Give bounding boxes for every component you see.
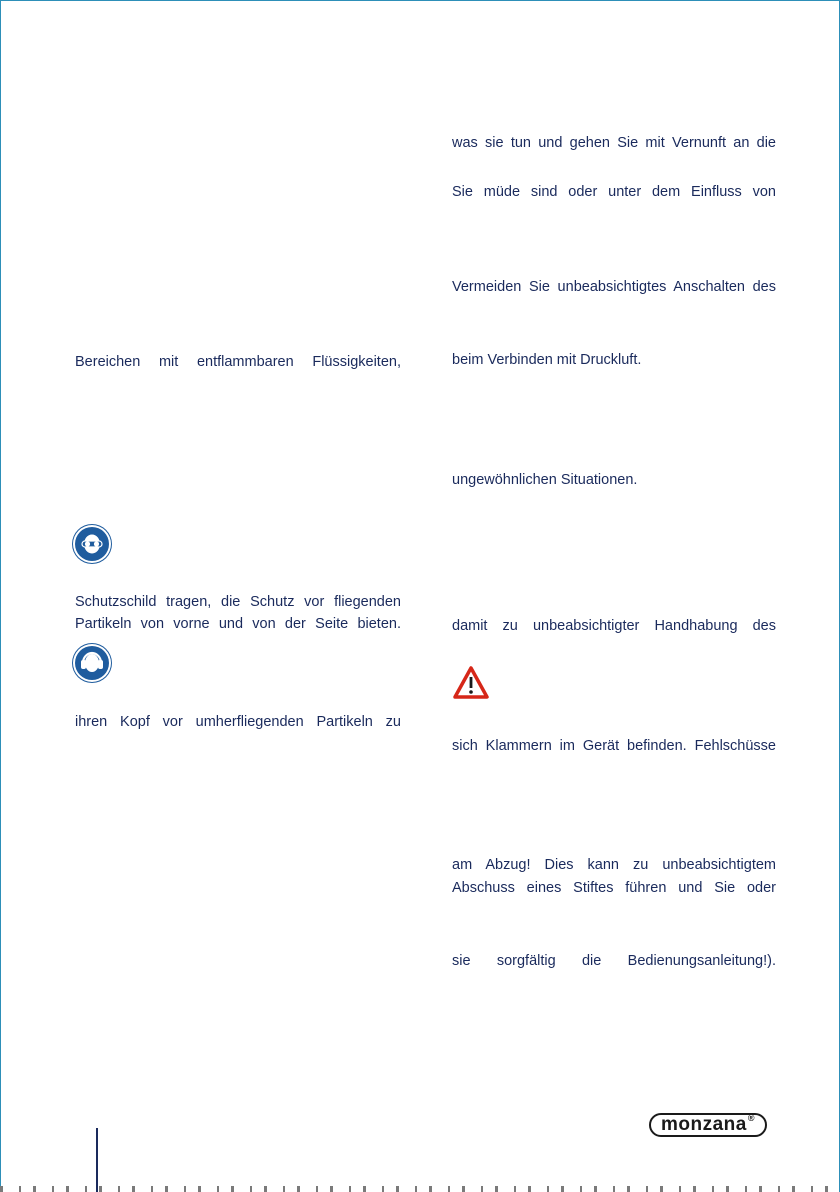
goggles-icon	[75, 527, 109, 561]
right-text-line: am Abzug! Dies kann zu unbeabsichtigtem	[452, 857, 776, 873]
right-text-line: was sie tun und gehen Sie mit Vernunft an die	[452, 135, 776, 151]
right-text-line: Abschuss eines Stiftes führen und Sie oder	[452, 880, 776, 896]
logo-text: monzana	[661, 1114, 747, 1135]
monzana-logo	[649, 1113, 767, 1137]
ear-protection-icon	[75, 646, 109, 680]
right-text-line: sich Klammern im Gerät befinden. Fehlschüsse	[452, 738, 776, 754]
warning-triangle-icon	[452, 665, 490, 701]
right-text-line: ungewöhnlichen Situationen.	[452, 472, 638, 488]
right-text-line: damit zu unbeabsichtigter Handhabung des	[452, 618, 776, 634]
right-text-line: Sie müde sind oder unter dem Einfluss von	[452, 184, 776, 200]
right-text-line: beim Verbinden mit Druckluft.	[452, 352, 642, 368]
registered-mark: ®	[747, 1113, 755, 1123]
footer-dashed-strip	[0, 1186, 840, 1192]
left-text-line: Bereichen mit entflammbaren Flüssigkeiten,	[75, 354, 401, 370]
right-text-line: Vermeiden Sie unbeabsichtigtes Anschalten des	[452, 279, 776, 295]
left-text-line: Partikeln von vorne und von der Seite bieten.	[75, 616, 401, 632]
left-text-line: Schutzschild tragen, die Schutz vor fliegenden	[75, 594, 401, 610]
vertical-rule	[96, 1128, 98, 1192]
right-text-line: sie sorgfältig die Bedienungsanleitung!).	[452, 953, 776, 969]
left-text-line: ihren Kopf vor umherfliegenden Partikeln zu	[75, 714, 401, 730]
